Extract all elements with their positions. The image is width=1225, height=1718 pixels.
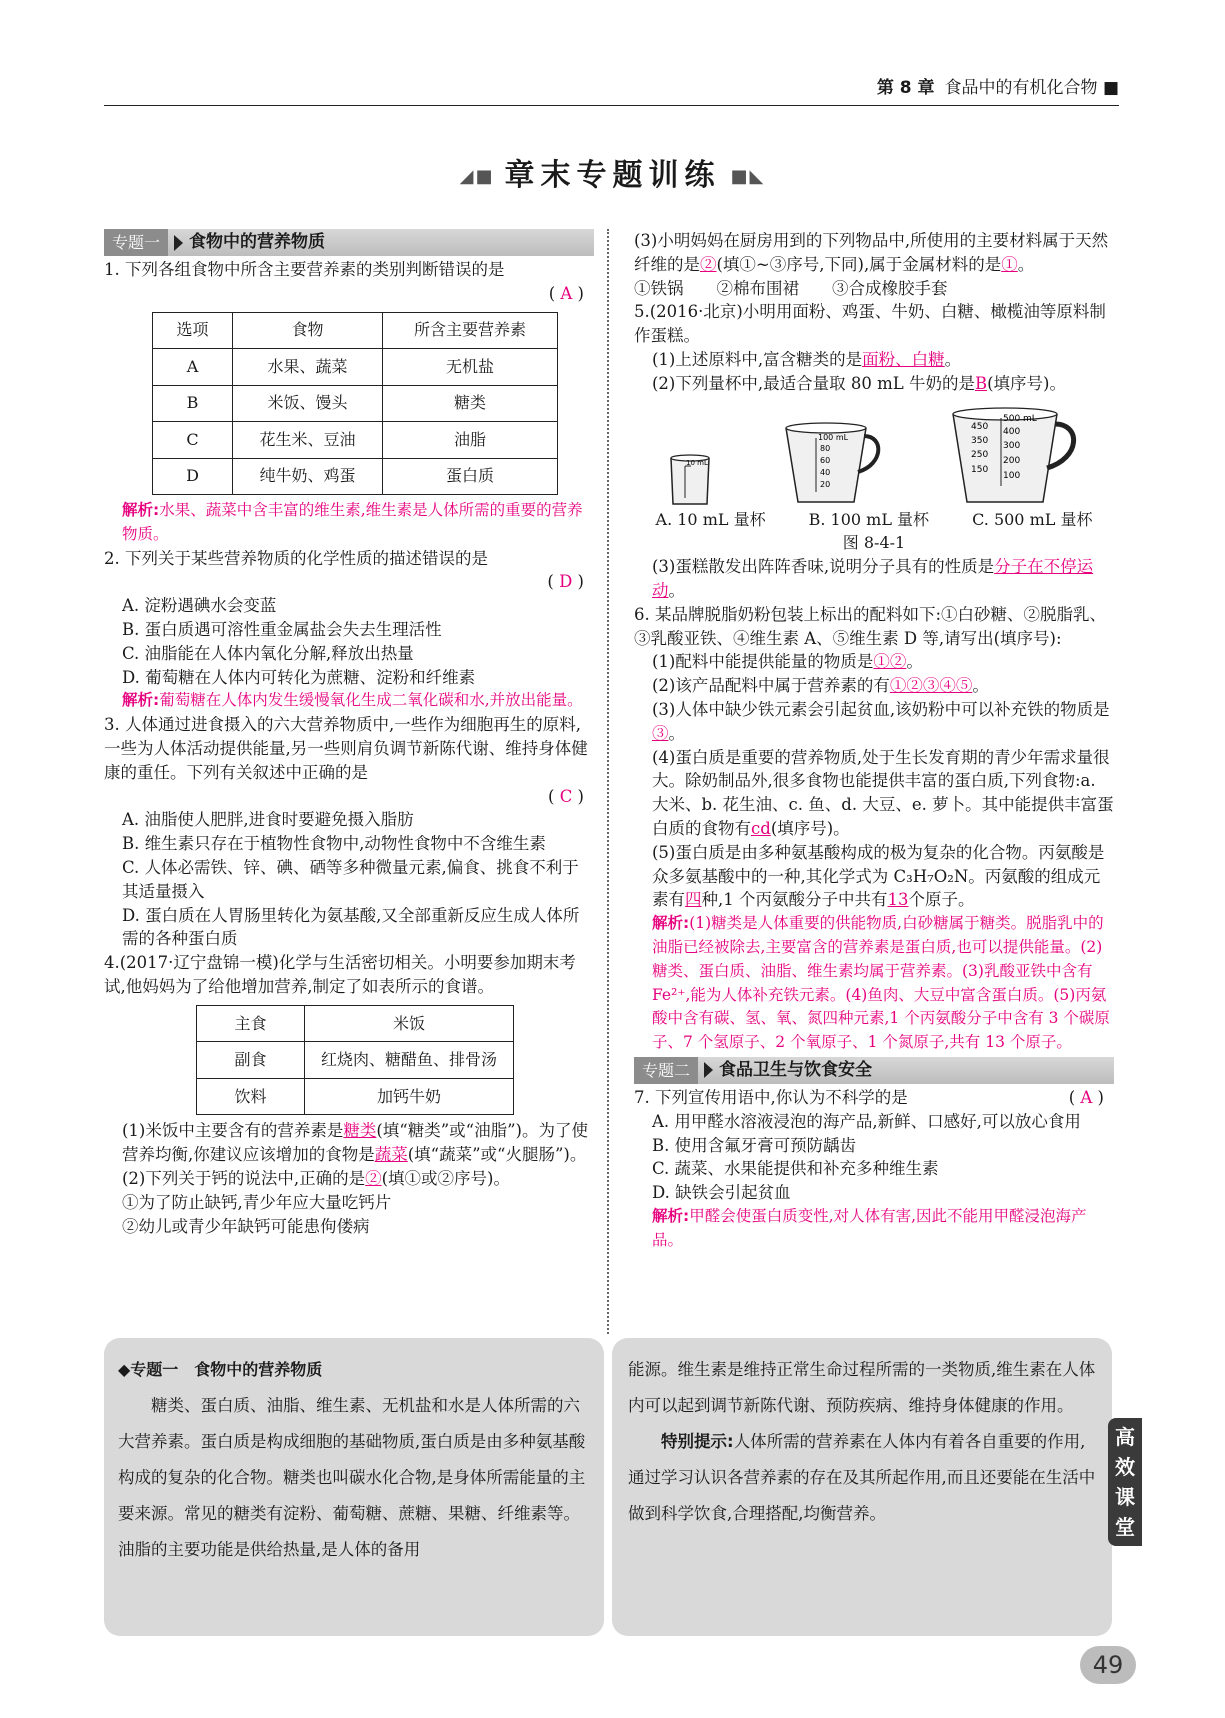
question-2: 2. 下列关于某些营养物质的化学性质的描述错误的是 ( D ) A. 淀粉遇碘水会变蓝 B. 蛋白质遇可溶性重金属盐会失去生理活性 C. 油脂能在人体内氧化分解,释放出热量 D. 葡萄糖在人体内可转化为蔗糖、淀粉和纤维素 解析:葡萄糖在人体内发生缓慢氧化生成二氧化碳和水,并放出能量。: [104, 547, 594, 714]
subquestion: (4)蛋白质是重要的营养物质,处于生长发育期的青少年需求量很大。除奶制品外,很多食物也能提供丰富的蛋白质,下列食物:a. 大米、b. 花生油、c. 鱼、d. 大豆、e. 萝卜。其中能提供丰富蛋白质的食物有cd(填序号)。: [652, 747, 1114, 838]
menu-table: [196, 1005, 514, 1116]
question-stem: 3. 人体通过进食摄入的六大营养物质中,一些作为细胞再生的原料,一些为人体活动提供能量,另一些则肩负调节新陈代谢、维持身体健康的重任。下列有关叙述中正确的是: [104, 715, 588, 782]
table-row: 副食 红烧肉、糖醋鱼、排骨汤: [197, 1042, 514, 1079]
summary-text: 能源。维生素是维持正常生命过程所需的一类物质,维生素在人体内可以起到调节新陈代谢、预防疾病、维持身体健康的作用。: [628, 1360, 1096, 1415]
answer-fill: 蔬菜: [374, 1145, 408, 1165]
column-divider: [607, 229, 609, 1334]
cup-100ml-icon: [774, 418, 890, 508]
answer-fill: 13: [887, 890, 909, 910]
answer-choice: C: [559, 786, 573, 806]
chapter-title: 食品中的有机化合物: [944, 78, 1098, 98]
svg-text:10 mL: 10 mL: [685, 458, 708, 467]
question-stem: 6. 某品牌脱脂奶粉包装上标出的配料如下:①白砂糖、②脱脂乳、③乳酸亚铁、④维生素 A、⑤维生素 D 等,请写出(填序号):: [634, 604, 1107, 648]
answer-fill: ①②③④⑤: [889, 676, 973, 696]
nutrient-table: [152, 312, 558, 496]
cup-500ml-icon: [943, 404, 1087, 508]
svg-text:150: 150: [971, 464, 989, 475]
answer-fill: ③: [652, 723, 669, 743]
answer-choice: D: [559, 572, 573, 592]
table-row: 主食 米饭: [197, 1005, 514, 1042]
square-bullet-icon: ■: [1102, 78, 1119, 98]
svg-text:100: 100: [1003, 470, 1021, 481]
section-tag: 专题一: [104, 229, 168, 256]
option: C. 油脂能在人体内氧化分解,释放出热量: [122, 643, 414, 663]
svg-text:250: 250: [971, 449, 989, 460]
answer-fill: 糖类: [343, 1121, 377, 1141]
answer-choice: A: [1080, 1087, 1093, 1107]
arrow-right-icon: [704, 1062, 713, 1078]
answer-fill: ②: [365, 1168, 382, 1188]
summary-box-right: [612, 1338, 1112, 1636]
svg-text:450: 450: [971, 421, 989, 432]
question-3: 3. 人体通过进食摄入的六大营养物质中,一些作为细胞再生的原料,一些为人体活动提供能量,另一些则肩负调节新陈代谢、维持身体健康的重任。下列有关叙述中正确的是 ( C ) A. 油脂使人肥胖,进食时要避免摄入脂肪 B. 维生素只存在于植物性食物中,动物性食物中不含维生素 C. 人体必需铁、锌、碘、硒等多种微量元素,偏食、挑食不利于其适量摄入 D. 蛋白质在人胃肠里转化为氨基酸,又全部重新反应生成人体所需的各种蛋白质: [104, 713, 594, 951]
option: ②幼儿或青少年缺钙可能患佝偻病: [122, 1216, 370, 1236]
page-header: [104, 76, 1119, 106]
summary-box-left: [104, 1338, 604, 1636]
subquestion: (1)配料中能提供能量的物质是①②。: [652, 652, 923, 672]
left-column: [104, 229, 594, 1238]
subquestion: (2)下列关于钙的说法中,正确的是②(填①或②序号)。: [122, 1168, 510, 1188]
figure-caption: 图 8-4-1: [842, 533, 906, 553]
svg-text:350: 350: [971, 435, 989, 446]
answer-fill: ②: [700, 254, 717, 274]
option: ①为了防止缺钙,青少年应大量吃钙片: [122, 1192, 392, 1212]
measuring-cup-figure: [634, 404, 1114, 508]
answer-fill: cd: [751, 818, 771, 838]
section-bar-1: [104, 229, 594, 256]
table-row: D 纯牛奶、鸡蛋 蛋白质: [153, 458, 558, 495]
subquestion: (2)下列量杯中,最适合量取 80 mL 牛奶的是B(填序号)。: [652, 373, 1066, 393]
table-row: A 水果、蔬菜 无机盐: [153, 349, 558, 386]
svg-text:500 mL: 500 mL: [1003, 413, 1038, 424]
subquestion: (3)小明妈妈在厨房用到的下列物品中,所使用的主要材料属于天然纤维的是②(填①~③序号,下同),属于金属材料的是①。: [634, 231, 1109, 274]
svg-text:300: 300: [1003, 440, 1021, 451]
question-5: [634, 300, 1114, 602]
question-stem: 2. 下列关于某些营养物质的化学性质的描述错误的是: [104, 548, 488, 568]
explanation: 解析:(1)糖类是人体重要的供能物质,白砂糖属于糖类。脱脂乳中的油脂已经被除去,主要富含的营养素是蛋白质,也可以提供能量。(2)糖类、蛋白质、油脂、维生素均属于营养素。(3)乳酸亚铁中含有 Fe²⁺,能为人体补充铁元素。(4)鱼肉、大豆中富含蛋白质。(5)丙氨酸中含有碳、氢、氧、氮四种元素,1 个丙氨酸分子中含有 3 个碳原子、7 个氢原子、2 个氧原子、1 个氮原子,共有 13 个原子。: [652, 914, 1110, 1052]
svg-text:400: 400: [1003, 426, 1021, 437]
cup-label: C. 500 mL 量杯: [972, 509, 1093, 529]
question-6: [634, 603, 1114, 1055]
right-deco-icon: ■◣: [730, 166, 766, 187]
answer-fill: ①②: [873, 652, 907, 672]
page-title: 章末专题训练: [504, 158, 721, 193]
question-stem: 5.(2016·北京)小明用面粉、鸡蛋、牛奶、白糖、橄榄油等原料制作蛋糕。: [634, 302, 1106, 346]
svg-text:20: 20: [819, 479, 831, 489]
section-tag: 专题二: [634, 1057, 698, 1084]
subquestion: (3)人体中缺少铁元素会引起贫血,该奶粉中可以补充铁的物质是③。: [652, 699, 1110, 743]
option: A. 用甲醛水溶液浸泡的海产品,新鲜、口感好,可以放心食用: [652, 1111, 1081, 1131]
option: D. 蛋白质在人胃肠里转化为氨基酸,又全部重新反应生成人体所需的各种蛋白质: [122, 905, 580, 949]
question-7: 7. 下列宣传用语中,你认为不科学的是 ( A ) A. 用甲醛水溶液浸泡的海产品,新鲜、口感好,可以放心食用 B. 使用含氟牙膏可预防龋齿 C. 蔬菜、水果能提供和补充多种维生素 D. 缺铁会引起贫血 解析:甲醛会使蛋白质变性,对人体有害,因此不能用甲醛浸泡海产品。: [634, 1086, 1114, 1253]
option: B. 蛋白质遇可溶性重金属盐会失去生理活性: [122, 620, 442, 640]
answer-fill: ①: [1001, 254, 1018, 274]
cup-10ml-icon: [661, 452, 721, 508]
table-header: 所含主要营养素: [383, 312, 558, 349]
option: B. 维生素只存在于植物性食物中,动物性食物中不含维生素: [122, 834, 546, 854]
subquestion: (5)蛋白质是由多种氨基酸构成的极为复杂的化合物。丙氨酸是众多氨基酸中的一种,其化学式为 C₃H₇O₂N。丙氨酸的组成元素有四种,1 个丙氨酸分子中共有13个原子。: [652, 842, 1105, 910]
answer-fill: B: [974, 373, 988, 393]
table-header: 选项: [153, 312, 233, 349]
explanation: 解析:葡萄糖在人体内发生缓慢氧化生成二氧化碳和水,并放出能量。: [122, 691, 583, 710]
subquestion: (3)蛋糕散发出阵阵香味,说明分子具有的性质是分子在不停运动。: [652, 557, 1094, 600]
option: A. 油脂使人肥胖,进食时要避免摄入脂肪: [122, 810, 414, 830]
answer-fill: 面粉、白糖: [862, 349, 945, 369]
option: D. 缺铁会引起贫血: [652, 1183, 791, 1203]
section-name: 食品卫生与饮食安全: [719, 1059, 873, 1080]
question-stem: 4.(2017·辽宁盘锦一模)化学与生活密切相关。小明要参加期末考试,他妈妈为了给他增加营养,制定了如表所示的食谱。: [104, 953, 576, 997]
subquestion: (2)该产品配料中属于营养素的有①②③④⑤。: [652, 676, 989, 696]
question-1: 1. 下列各组食物中所含主要营养素的类别判断错误的是 ( A ) 选项 食物 所含主要营养素 A 水果、蔬菜 无机盐 B 米饭、馒头 糖类 C 花生米、豆油 油脂 D 纯牛奶、鸡蛋 蛋白质 解析:水果、蔬菜中含丰富的维生素,维生素是人体所需的重要的营养物质。: [104, 258, 594, 547]
option: A. 淀粉遇碘水会变蓝: [122, 596, 277, 616]
answer-fill: 分子在不停运动: [652, 557, 1094, 600]
svg-text:60: 60: [819, 455, 831, 465]
table-row: 饮料 加钙牛奶: [197, 1078, 514, 1115]
answer-choice: A: [560, 283, 573, 303]
option: C. 蔬菜、水果能提供和补充多种维生素: [652, 1159, 939, 1179]
cup-label: A. 10 mL 量杯: [655, 509, 766, 529]
special-tip: 特别提示:人体所需的营养素在人体内有着各自重要的作用,通过学习认识各营养素的存在及其所起作用,而且还要能在生活中做到科学饮食,合理搭配,均衡营养。: [628, 1432, 1096, 1523]
option-list: ①铁锅 ②棉布围裙 ③合成橡胶手套: [634, 278, 948, 298]
subquestion: (1)上述原料中,富含糖类的是面粉、白糖。: [652, 349, 962, 369]
page-number: 49: [1080, 1646, 1136, 1684]
table-row: B 米饭、馒头 糖类: [153, 385, 558, 422]
svg-text:100 mL: 100 mL: [817, 432, 849, 442]
explanation: 解析:甲醛会使蛋白质变性,对人体有害,因此不能用甲醛浸泡海产品。: [652, 1206, 1087, 1249]
explanation: 解析:水果、蔬菜中含丰富的维生素,维生素是人体所需的重要的营养物质。: [122, 501, 583, 543]
right-column: [634, 229, 1114, 1252]
table-row: C 花生米、豆油 油脂: [153, 422, 558, 459]
option: C. 人体必需铁、锌、碘、硒等多种微量元素,偏食、挑食不利于其适量摄入: [122, 858, 579, 901]
cup-label: B. 100 mL 量杯: [808, 509, 930, 529]
svg-text:80: 80: [819, 443, 831, 453]
question-4: [104, 951, 594, 1238]
subquestion: (1)米饭中主要含有的营养素是糖类(填“糖类”或“油脂”)。为了使营养均衡,你建议应该增加的食物是蔬菜(填“蔬菜”或“火腿肠”)。: [122, 1121, 588, 1165]
chapter-number: 第 8 章: [876, 78, 935, 98]
svg-text:200: 200: [1003, 455, 1021, 466]
svg-text:40: 40: [819, 467, 831, 477]
section-bar-2: [634, 1057, 1114, 1084]
option: B. 使用含氟牙膏可预防龋齿: [652, 1135, 857, 1155]
answer-fill: 四: [685, 890, 702, 910]
option: D. 葡萄糖在人体内可转化为蔗糖、淀粉和纤维素: [122, 667, 476, 687]
question-stem: 1. 下列各组食物中所含主要营养素的类别判断错误的是: [104, 260, 505, 279]
side-tab: 高效课堂: [1108, 1418, 1142, 1546]
page-title-row: [0, 150, 1225, 194]
question-stem: 7. 下列宣传用语中,你认为不科学的是: [634, 1087, 908, 1107]
summary-heading: ◆专题一 食物中的营养物质: [118, 1360, 323, 1379]
summary-text: 糖类、蛋白质、油脂、维生素、无机盐和水是人体所需的六大营养素。蛋白质是构成细胞的基础物质,蛋白质是由多种氨基酸构成的复杂的化合物。糖类也叫碳水化合物,是身体所需能量的主要来源。常见的糖类有淀粉、葡萄糖、蔗糖、果糖、纤维素等。油脂的主要功能是供给热量,是人体的备用: [118, 1396, 586, 1559]
table-header: 食物: [233, 312, 383, 349]
section-name: 食物中的营养物质: [189, 231, 326, 252]
arrow-right-icon: [174, 235, 183, 251]
left-deco-icon: ◢■: [459, 166, 495, 187]
